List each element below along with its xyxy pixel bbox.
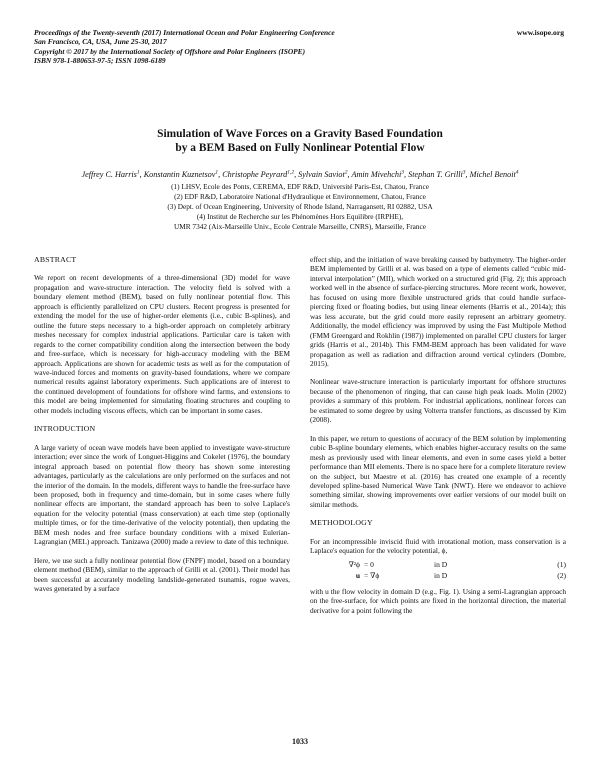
equation <box>310 560 566 571</box>
affiliation-line: (1) LHSV, Ecole des Ponts, CEREMA, EDF R&D, Université Paris-Est, Chatou, France <box>171 182 429 191</box>
paragraph: A large variety of ocean wave models have been applied to investigate wave-structure interaction; ever since the work of Longuet-Higgins and Cokelet (1976), the boundary integral approach based on potential flow theory has shown some interesting advantages, particularly as the calculations are only performed on the surfaces and not the interior of the domain. In the models, different ways to handle the free-surface have been proposed, both in frequency and time-domain, but in some cases where fully nonlinear effects are important, the standard approach has been to solve Laplace's equation for the velocity potential (mass conservation) at each time step (optionally multiple times, or for the time-derivative of the velocity potential), then updating the BEM mesh nodes and free surface boundary conditions with a mixed Eulerian-Lagrangian (MEL) approach. Tanizawa (2000) made a review to date of this technique. <box>34 442 290 547</box>
author-name: Konstantin Kuznetsov <box>143 170 216 179</box>
right-column <box>310 255 566 624</box>
header-line: Copyright © 2017 by the International Society of Offshore and Polar Engineers (ISOPE) <box>34 46 306 56</box>
affiliation-line: (4) Institut de Recherche sur les Phénomènes Hors Equilibre (IRPHE), <box>196 212 404 222</box>
abstract-heading: ABSTRACT <box>34 255 77 264</box>
author-affil-mark: 3 <box>462 169 466 176</box>
author-affil-mark: 3 <box>401 169 405 176</box>
author-affil-mark: 2 <box>344 169 348 176</box>
paragraph: Here, we use such a fully nonlinear potential flow (FNPF) model, based on a boundary element method (BEM), similar to the approach of Grilli et al. (2001). Their model has been successful at accurately modeling landslide-generated tsunamis, rogue waves, waves generated by a surface <box>34 555 290 594</box>
equation-lhs: ∇²ϕ <box>348 560 360 570</box>
paragraph: In this paper, we return to questions of accuracy of the BEM solution by implementing cubic B-spline boundary elements, which enables higher-accuracy results on the same mesh as previously used with linear elements, and even in some cases yield a better performance than MII elements. There is no space here for a complete literature review on the subject, but Maestre et al. (2016) has created one example of a recently developed spline-based Numerical Wave Tank (NWT). Here we endeavor to achieve something similar, showing improvements over earlier versions of our model built on similar methods. <box>310 433 566 509</box>
equation-number: (1) <box>557 560 566 570</box>
author-name: Sylvain Saviot <box>298 170 345 179</box>
paper-title <box>34 127 566 155</box>
author-name: Michel Benoit <box>469 170 516 179</box>
equation <box>310 571 566 582</box>
conference-header <box>34 28 434 66</box>
author-affil-mark: 1,2 <box>287 169 295 176</box>
affiliation-line: (3) Dept. of Ocean Engineering, University of Rhode Island, Narragansett, RI 02882, USA <box>167 202 433 212</box>
equation-rhs: = 0 <box>364 560 374 570</box>
affiliation-line: UMR 7342 (Aix-Marseille Univ., Ecole Centrale Marseille, CNRS), Marseille, France <box>173 222 427 232</box>
equation-lhs: u <box>355 571 360 581</box>
website-link[interactable]: www.isope.org <box>516 28 564 37</box>
title-line: Simulation of Wave Forces on a Gravity Based Foundation <box>157 128 443 140</box>
affiliation-line: (2) EDF R&D, Laboratoire National d'Hydraulique et Environnement, Chatou, France <box>174 192 426 202</box>
header-line: Proceedings of the Twenty-seventh (2017) International Ocean and Polar Engineering Conference <box>34 28 335 37</box>
equation-number: (2) <box>557 571 566 581</box>
paragraph: Nonlinear wave-structure interaction is particularly important for offshore structures because of the phenomenon of ringing, that can cause high peak loads. Molin (2002) provides a summary of this problem. For industrial applications, nonlinear forces can be estimated to some degree by using Volterra transfer functions, as discussed by Kim (2008). <box>310 377 566 425</box>
left-column <box>34 255 290 603</box>
paragraph: effect ship, and the initiation of wave breaking caused by bathymetry. The higher-order BEM implemented by Grilli et al. was based on a type of elements called “cubic mid-interval interpolation” (MII), which worked on a structured grid (Fig. 2); this approach worked well in the absence of surface-piercing structures. More recent work, however, has focused on using more flexible unstructured grids that could handle surface-piercing fixed or floating bodies, but using linear elements (Harris et al., 2014a); this was less accurate, but the grid could more easily represent an arbitrary geometry. Additionally, the model efficiency was improved by using the Fast Multipole Method (FMM Greengard and Rokhlin (1987)) implemented on parallel CPU clusters for larger grids (Harris et al., 2014b). This FMM-BEM approach has been validated for wave propagation as well as radiation and diffraction around vertical cylinders (Dombre, 2015). <box>310 255 566 368</box>
author-list: Jeffrey C. Harris$^1$, Konstantin Kuznetsov$^1$, Christophe Peyrard$^{1,2}$, Sylvain Saviot$^2$, Amin Mivehchi$^3$, Stephan T. Grilli$^3$, Michel Benoit$^4$ <box>81 169 519 179</box>
equation-rhs: = ∇ϕ <box>364 571 380 581</box>
author-affil-mark: 4 <box>515 169 519 176</box>
author-name: Amin Mivehchi <box>351 170 402 179</box>
paragraph: For an incompressible inviscid fluid with irrotational motion, mass conservation is a Laplace's equation for the velocity potential, ϕ, <box>310 536 566 556</box>
page-number: 1033 <box>292 737 308 746</box>
header-line: ISBN 978-1-880653-97-5; ISSN 1098-6189 <box>34 56 166 66</box>
author-affil-mark: 1 <box>136 169 140 176</box>
equation-block <box>310 560 566 582</box>
author-name: Stephan T. Grilli <box>408 170 463 179</box>
paragraph: with u the flow velocity in domain D (e.g., Fig. 1). Using a semi-Lagrangian approach on the free-surface, for which points are fixed in the horizontal direction, the material derivative for a point following the <box>310 586 566 615</box>
title-line: by a BEM Based on Fully Nonlinear Potential Flow <box>175 142 425 154</box>
author-affil-mark: 1 <box>215 169 219 176</box>
introduction-heading: INTRODUCTION <box>34 424 96 434</box>
equation-domain: in D <box>434 571 448 581</box>
methodology-heading: METHODOLOGY <box>310 518 373 528</box>
equation-domain: in D <box>434 560 448 570</box>
affiliations <box>34 182 566 232</box>
author-name: Christophe Peyrard <box>222 170 288 179</box>
abstract-text: We report on recent developments of a three-dimensional (3D) model for wave propagation and wave-structure interaction. The velocity field is solved with a boundary element method (BEM), based on fully nonlinear potential flow. This approach is efficiently parallelized on CPU clusters. Recent progress is presented for extending the model for the use of higher-order elements (i.e., cubic B-splines), and outline the future steps necessary to a high-order approach on completely arbitrary meshes necessary for complex industrial applications. Particular care is taken with regards to the corner compatibility condition along the intersection between the body and free-surface, which is necessary for high-accuracy modeling with the BEM approach. Applications are shown for academic tests as well as for the computation of wave-induced forces and moments on gravity-based foundations, where we compare numerical results against laboratory experiments. Such applications are of interest to the continued development of foundations for offshore wind farms, and extensions to this model are being implemented for simulating floating structures and coupling to other models including viscous effects, which can be important in some cases. <box>34 273 290 415</box>
author-name: Jeffrey C. Harris <box>81 170 137 179</box>
header-line: San Francisco, CA, USA, June 25-30, 2017 <box>34 37 167 47</box>
